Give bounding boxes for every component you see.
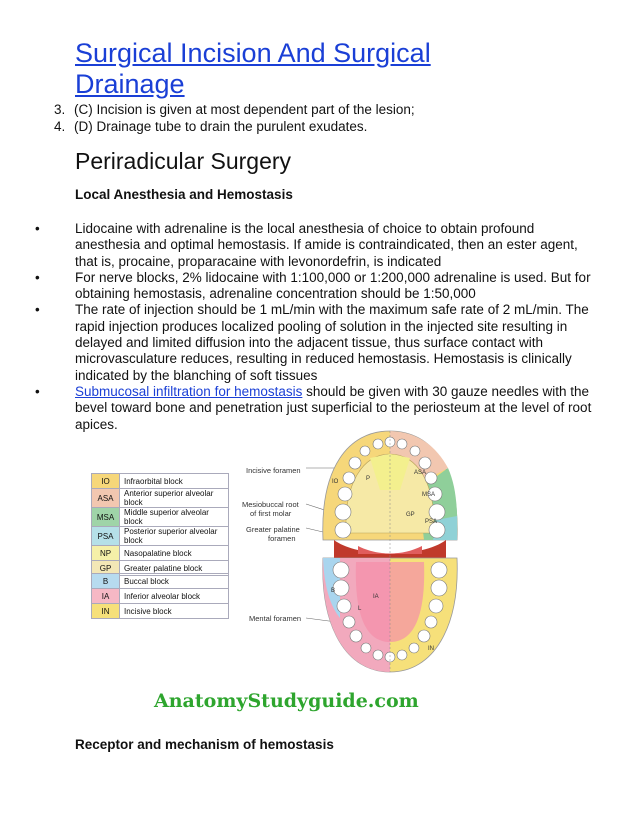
mesiobuccal-root-label: Mesiobuccal root — [242, 500, 299, 509]
legend-code: MSA — [92, 508, 120, 527]
legend-row — [92, 508, 229, 527]
title-line-2[interactable]: Drainage — [75, 69, 185, 99]
item-number: 3. — [54, 102, 66, 117]
title-line-1[interactable]: Surgical Incision And Surgical — [75, 38, 431, 68]
legend-code: IO — [92, 474, 120, 489]
legend-label: Buccal block — [120, 574, 229, 589]
numbered-item — [54, 101, 415, 118]
legend-label: Middle superior alveolar block — [120, 508, 229, 527]
bullet-dot: • — [35, 269, 40, 285]
bullet-item — [35, 221, 615, 270]
legend-label: Infraorbital block — [120, 474, 229, 489]
item-text: (C) Incision is given at most dependent part of the lesion; — [74, 102, 415, 117]
gp-marker: GP — [406, 512, 415, 518]
bullet-line: indicated by the blanching of soft tissues — [75, 367, 318, 383]
msa-marker: MSA — [422, 492, 436, 498]
legend-row — [92, 489, 229, 508]
numbered-list — [54, 101, 415, 135]
bullet-line: anesthesia and optimal hemostasis. If amide is contraindicated, then an ester agent, — [75, 237, 578, 253]
mental-foramen-label: Mental foramen — [249, 614, 302, 623]
legend-row — [92, 527, 229, 546]
subheading: Local Anesthesia and Hemostasis — [75, 187, 293, 202]
legend-code: PSA — [92, 527, 120, 546]
submucosal-link[interactable]: Submucosal infiltration for hemostasis — [75, 383, 303, 399]
bullet-line: apices. — [75, 416, 118, 432]
footer-heading: Receptor and mechanism of hemostasis — [75, 737, 334, 752]
section-heading: Periradicular Surgery — [75, 148, 292, 174]
legend-label: Inferior alveolar block — [120, 589, 229, 604]
legend-label: Anterior superior alveolar block — [120, 489, 229, 508]
legend-label: Nasopalatine block — [120, 546, 229, 561]
legend-code: NP — [92, 546, 120, 561]
greater-palatine-label: Greater palatine — [246, 525, 300, 534]
p-marker: P — [366, 476, 371, 482]
incisive-foramen-label: Incisive foramen — [246, 466, 301, 475]
numbered-item — [54, 118, 415, 135]
legend-row — [92, 604, 229, 619]
asa-marker: ASA — [414, 470, 427, 476]
bullet-line: bevel toward bone and penetration just superficial to the periosteum at the level of root — [75, 400, 592, 416]
ia-marker: IA — [373, 594, 379, 600]
legend-table-mandibular — [91, 573, 229, 619]
in-marker: IN — [428, 646, 434, 652]
bullet-item — [35, 302, 615, 383]
page-title[interactable] — [75, 38, 431, 100]
bullet-line: microvasculature reduces, resulting in reduced hemostasis. Hemostasis is clinically — [75, 351, 572, 367]
psa-marker: PSA — [425, 519, 438, 525]
b-marker: B — [331, 588, 336, 594]
bullet-line — [75, 384, 615, 400]
item-number: 4. — [54, 119, 66, 134]
oral-anesthesia-diagram — [228, 428, 468, 673]
bullet-dot: • — [35, 302, 40, 318]
bullet-line: For nerve blocks, 2% lidocaine with 1:100,000 or 1:200,000 adrenaline is used. But for — [75, 269, 591, 285]
bullet-text: should be given with 30 gauze needles with the — [302, 383, 590, 399]
legend-code: ASA — [92, 489, 120, 508]
legend-row — [92, 574, 229, 589]
item-text: (D) Drainage tube to drain the purulent exudates. — [74, 119, 368, 134]
legend-code: B — [92, 574, 120, 589]
legend-table-maxillary — [91, 473, 229, 576]
legend-row — [92, 474, 229, 489]
bullet-line: delayed and limited diffusion into the adjacent tissue, thus surface contact with — [75, 335, 544, 351]
legend-label: Greater palatine block — [120, 561, 229, 576]
bullet-item — [35, 383, 615, 433]
legend-code: GP — [92, 561, 120, 576]
bullet-line: that is, procaine, proparacaine with levonordefrin, is indicated — [75, 253, 442, 269]
bullet-list — [35, 221, 615, 433]
bullet-line: Lidocaine with adrenaline is the local anesthesia of choice to obtain profound — [75, 221, 535, 236]
bullet-item — [35, 269, 615, 303]
l-marker: L — [358, 606, 362, 612]
legend-code: IA — [92, 589, 120, 604]
io-marker: IO — [332, 479, 339, 485]
first-molar-label: of first molar — [250, 509, 292, 518]
bullet-dot: • — [35, 383, 40, 399]
bullet-dot: • — [35, 221, 40, 236]
bullet-line: obtaining hemostasis, adrenaline concentration should be 1:50,000 — [75, 286, 476, 302]
legend-label: Posterior superior alveolar block — [120, 527, 229, 546]
legend-row — [92, 589, 229, 604]
foramen-label: foramen — [268, 534, 296, 543]
legend-label: Incisive block — [120, 604, 229, 619]
legend-row — [92, 546, 229, 561]
bullet-line: rapid injection produces localized pooling of solution in the injected site resulting in — [75, 318, 568, 334]
bullet-line: The rate of injection should be 1 mL/min with the maximum safe rate of 2 mL/min. The — [75, 302, 589, 318]
legend-code: IN — [92, 604, 120, 619]
watermark-text: AnatomyStudyguide.com — [154, 690, 419, 712]
